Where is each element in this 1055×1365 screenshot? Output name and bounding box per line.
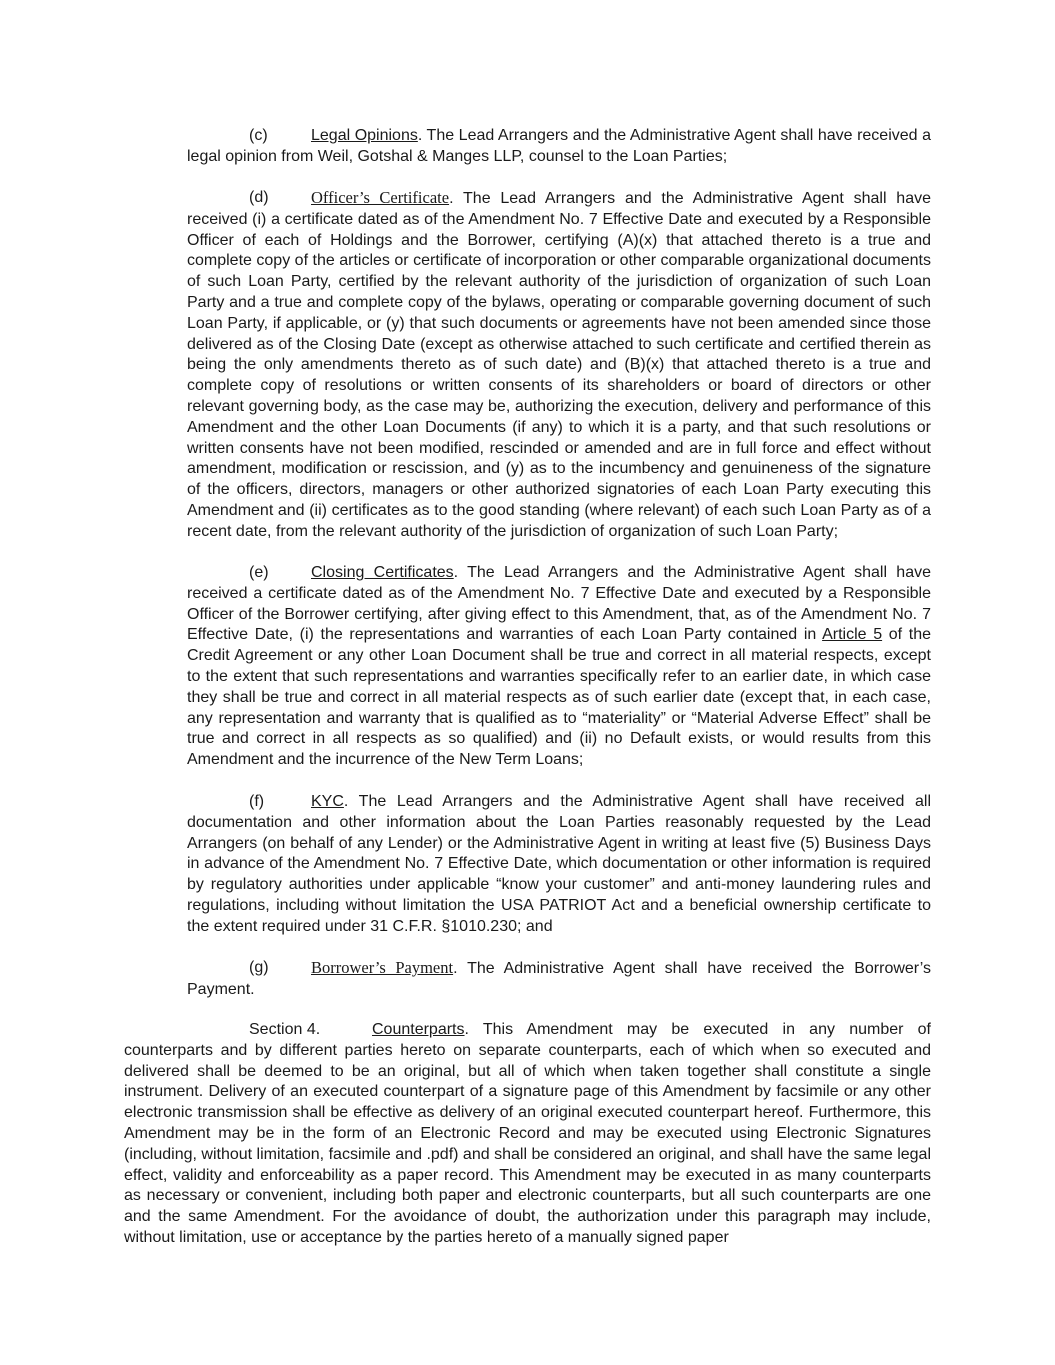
clause-f-text: . The Lead Arrangers and the Administrative Agent shall have received all documentation and other information about the Loan Parties reasonably requested by the Lead Arrangers (on behalf of any Lender) or the Administrative Agent in writing at least five (5) Business Days in advance of the Amendment No. 7 Effective Date, which documentation or other information is required by regulatory authorities under applicable “know your customer” and anti-money laundering rules and regulations, including without limitation the USA PATRIOT Act and a beneficial ownership certificate to the extent required under 31 C.F.R. §1010.230; and [187, 793, 931, 935]
clause-g-text: . The Administrative Agent shall have received the Borrower’s Payment. [187, 960, 931, 998]
clause-e [187, 563, 931, 771]
clause-d-heading: Officer’s Certificate [311, 188, 450, 207]
clause-f-label: (f) [249, 793, 265, 810]
clause-c-heading: Legal Opinions [311, 127, 418, 144]
clause-c-label: (c) [249, 127, 268, 144]
clause-c-text: . The Lead Arrangers and the Administrative Agent shall have received a legal opinion from Weil, Gotshal & Manges LLP, counsel to the Loan Parties; [187, 127, 931, 165]
clause-f-heading: KYC [311, 793, 344, 810]
section-4-heading: Counterparts [372, 1021, 465, 1038]
section-4-label: Section 4. [249, 1021, 321, 1038]
clause-e-text-after: of the Credit Agreement or any other Loan Document shall be true and correct in all material respects, except to the extent that such representations and warranties specifically refer to an earlier date, in which case they shall be true and correct in all material respects as of such earlier date (except that, in each case, any representation and warranty that is qualified as to “materiality” or “Material Adverse Effect” shall be true and correct in all respects as so qualified) and (ii) no Default exists, or would results from this Amendment and the incurrence of the New Term Loans; [187, 626, 931, 769]
clause-c [187, 126, 931, 168]
clause-d [187, 188, 931, 543]
article-5-reference: Article 5 [822, 626, 883, 644]
clause-d-label: (d) [249, 189, 269, 206]
clause-d-text: . The Lead Arrangers and the Administrative Agent shall have received (i) a certificate dated as of the Amendment No. 7 Effective Date and executed by a Responsible Officer of each of Holdings and the Borrower, certifying (A)(x) that attached thereto is a true and complete copy of the articles or certificate of incorporation or other comparable organizational documents of such Loan Party, certified by the relevant authority of the jurisdiction of organization of such Loan Party and a true and complete copy of the bylaws, operating or comparable governing document of such Loan Party, if applicable, or (y) that such documents or agreements have not been amended since those delivered as of the Closing Date (except as otherwise attached to such certificate and certified therein as being the only amendments thereto as of such date) and (B)(x) that attached thereto is a true and complete copy of resolutions or written consents of its shareholders or board of directors or other relevant governing body, as the case may be, authorizing the execution, delivery and performance of this Amendment and the other Loan Documents (if any) to which it is a party, and that such resolutions or written consents have not been modified, rescinded or amended and are in full force and effect without amendment, modification or rescission, and (y) as to the incumbency and genuineness of the signature of the officers, directors, managers or other authorized signatories of each Loan Party executing this Amendment and (ii) certificates as to the good standing (where relevant) of each such Loan Party as of a recent date, from the relevant authority of the jurisdiction of organization of such Loan Party; [187, 190, 931, 540]
clause-g-heading: Borrower’s Payment [311, 958, 454, 977]
clause-e-heading: Closing Certificates [311, 564, 454, 581]
clause-g [187, 958, 931, 1001]
clause-e-text-before: . The Lead Arrangers and the Administrative Agent shall have received a certificate dated as of the Amendment No. 7 Effective Date and executed by a Responsible Officer of the Borrower certifying, after giving effect to this Amendment, that, as of the Amendment No. 7 Effective Date, (i) the representations and warranties of each Loan Party contained in [187, 564, 931, 644]
clause-g-label: (g) [249, 959, 269, 976]
clause-e-label: (e) [249, 564, 269, 581]
section-4-text: . This Amendment may be executed in any number of counterparts and by different parties hereto on separate counterparts, each of which when so executed and delivered shall be deemed to be an original, but all of which when taken together shall constitute a single instrument. Delivery of an executed counterpart of a signature page of this Amendment by facsimile or any other electronic transmission shall be effective as delivery of an original executed counterpart hereof. Furthermore, this Amendment may be in the form of an Electronic Record and may be executed using Electronic Signatures (including, without limitation, facsimile and .pdf) and shall be considered an original, and shall have the same legal effect, validity and enforceability as a paper record. This Amendment may be executed in as many counterparts as necessary or convenient, including both paper and electronic counterparts, but all such counterparts are one and the same Amendment. For the avoidance of doubt, the authorization under this paragraph may include, without limitation, use or acceptance by the parties hereto of a manually signed paper [124, 1021, 931, 1246]
section-4 [124, 1020, 931, 1249]
clause-f [187, 792, 931, 938]
